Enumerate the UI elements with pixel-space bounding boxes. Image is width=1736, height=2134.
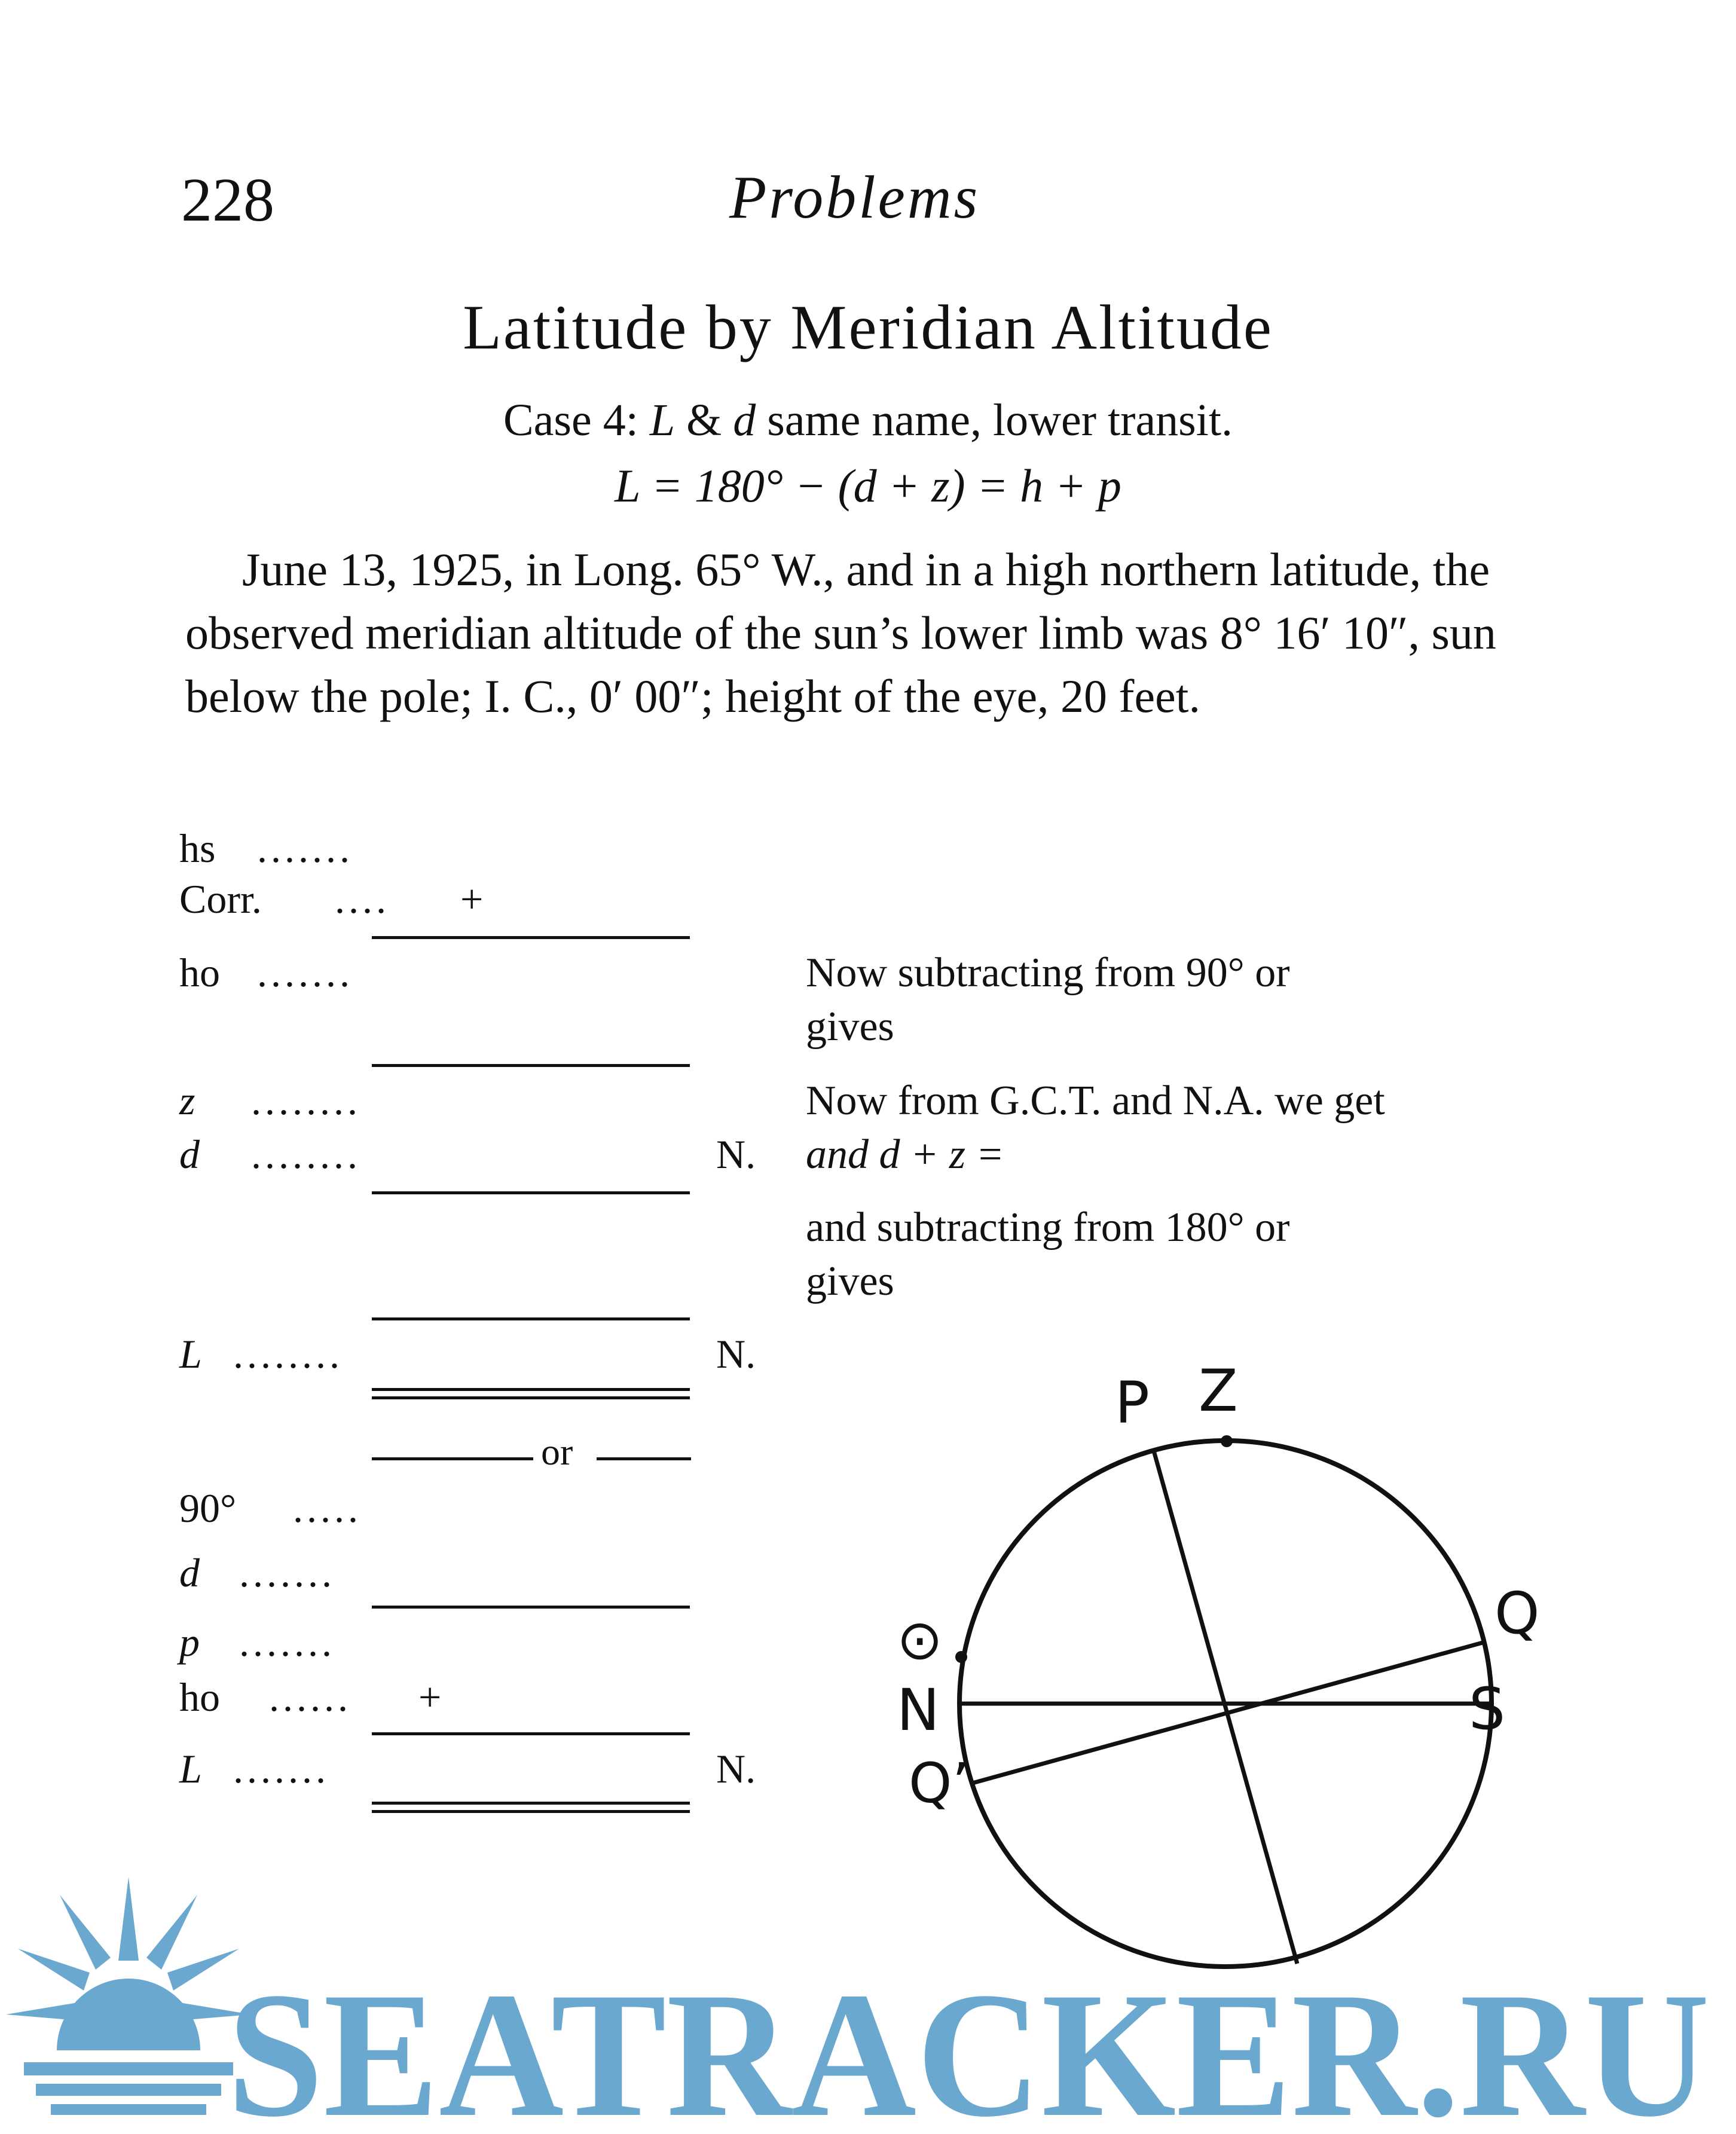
- note-subtract-90: Now subtracting from 90° or: [806, 950, 1290, 996]
- equator-line: [970, 1643, 1483, 1784]
- row-suffix: N.: [716, 1746, 756, 1791]
- row-label: 90°: [179, 1485, 237, 1531]
- sum-rule: [372, 936, 690, 939]
- watermark-sun-logo: [0, 1871, 257, 2128]
- row-sign: +: [460, 876, 484, 922]
- or-label: or: [541, 1430, 573, 1473]
- row-suffix: N.: [716, 1331, 756, 1377]
- label-S: S: [1469, 1676, 1505, 1742]
- zenith-dot: [1221, 1435, 1233, 1447]
- case-line: [0, 395, 1736, 447]
- row-label: ho: [179, 950, 220, 995]
- case-amp: &: [675, 395, 733, 445]
- sun-symbol: ⊙: [897, 1608, 943, 1672]
- double-rule-bottom: [372, 1810, 690, 1813]
- celestial-sphere-diagram: [873, 1358, 1540, 1961]
- row-leader: .....: [293, 1485, 362, 1531]
- formula: L = 180° − (d + z) = h + p: [615, 460, 1121, 512]
- row-leader: ........: [251, 1132, 361, 1177]
- polar-axis: [1154, 1451, 1297, 1964]
- label-N: N: [897, 1677, 940, 1744]
- row-leader: ........: [233, 1331, 343, 1377]
- page-title: Latitude by Meridian Altitude: [463, 292, 1273, 362]
- case-L: L: [649, 395, 676, 445]
- row-label: d: [179, 1132, 200, 1177]
- sum-rule: [372, 1606, 690, 1609]
- row-leader: ......: [269, 1674, 352, 1720]
- row-leader: .......: [257, 826, 353, 871]
- case-d: d: [733, 395, 756, 445]
- row-label: z: [179, 1078, 195, 1123]
- problem-paragraph: [185, 538, 1554, 728]
- or-line-right: [597, 1457, 691, 1460]
- row-label: L: [179, 1331, 202, 1377]
- sum-rule: [372, 1732, 690, 1735]
- row-label: d: [179, 1550, 200, 1595]
- label-P: P: [1115, 1369, 1150, 1436]
- sum-rule: [372, 1317, 690, 1320]
- label-Z: Z: [1199, 1358, 1238, 1424]
- note-gct-na: Now from G.C.T. and N.A. we get: [806, 1078, 1385, 1124]
- sun-dot: [955, 1651, 967, 1663]
- row-leader: .......: [239, 1550, 335, 1595]
- row-leader: .......: [257, 950, 353, 995]
- note-gives-2: gives: [806, 1258, 894, 1304]
- watermark-text: SEATRACKER.RU: [227, 1955, 1710, 2134]
- row-label: ho: [179, 1674, 220, 1720]
- page-number: 228: [181, 166, 274, 234]
- row-label: Corr.: [179, 876, 262, 922]
- sum-rule: [372, 1064, 690, 1067]
- row-leader: .......: [239, 1619, 335, 1665]
- label-Q: Q: [1494, 1580, 1540, 1647]
- row-leader: .......: [233, 1746, 329, 1791]
- double-rule-top: [372, 1802, 690, 1805]
- watermark: [227, 1955, 1722, 2134]
- label-Q-prime: Q’: [909, 1751, 970, 1815]
- row-label: p: [179, 1619, 200, 1665]
- case-rest: same name, lower transit.: [756, 395, 1233, 445]
- row-label: hs: [179, 826, 216, 871]
- case-prefix: Case 4:: [503, 395, 650, 445]
- row-leader: ........: [251, 1078, 361, 1123]
- sum-rule: [372, 1191, 690, 1194]
- or-line-left: [372, 1457, 533, 1460]
- note-gives-1: gives: [806, 1004, 894, 1050]
- row-sign: +: [418, 1674, 442, 1720]
- note-subtract-180: and subtracting from 180° or: [806, 1204, 1290, 1251]
- double-rule-bottom: [372, 1396, 690, 1399]
- row-leader: ....: [335, 876, 390, 922]
- note-d-plus-z: and d + z =: [806, 1132, 1004, 1178]
- running-head: Problems: [729, 164, 980, 231]
- problem-text: June 13, 1925, in Long. 65° W., and in a high northern latitude, the observed meridian altitude of the sun’s lower limb was 8° 16′ 10″, sun below the pole; I. C., 0′ 00″; height of the eye, 20 feet.: [185, 543, 1496, 722]
- row-suffix: N.: [716, 1132, 756, 1177]
- row-label: L: [179, 1746, 202, 1791]
- double-rule-top: [372, 1388, 690, 1391]
